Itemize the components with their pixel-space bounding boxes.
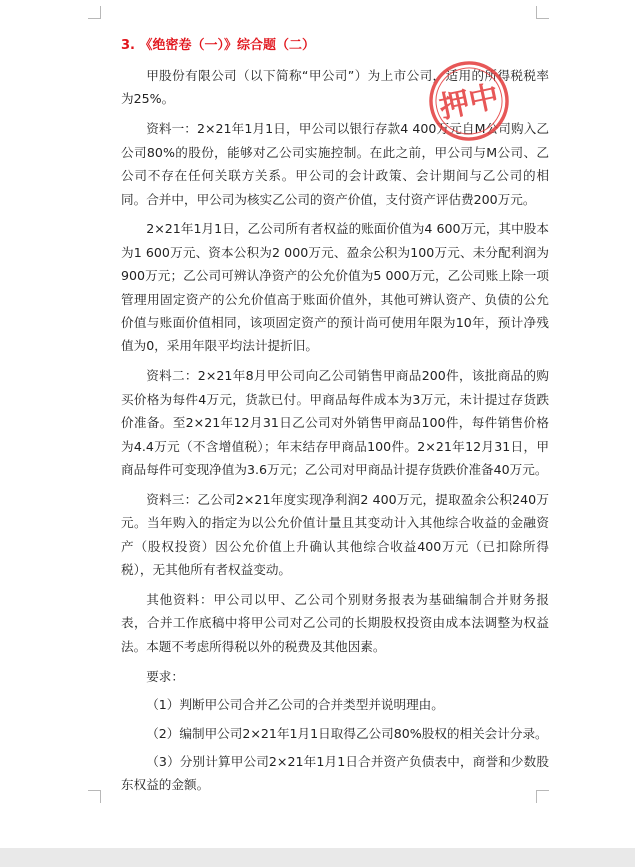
requirement-3: （3）分别计算甲公司2×21年1月1日合并资产负债表中，商誉和少数股东权益的金额。 (121, 753, 549, 793)
paragraph-material-1: 资料一：2×21年1月1日，甲公司以银行存款4 400万元自M公司购入乙公司80%的股份，能够对乙公司实施控制。在此之前，甲公司与M公司、乙公司不存在任何关联方关系。甲公司的会计政策、会计期间与乙公司的相同。合并中，甲公司为核实乙公司的资产价值，支付资产评估费200万元。 (121, 121, 549, 207)
stamp-text: 押中 (436, 79, 503, 126)
page-gap (0, 848, 635, 867)
paragraph-other-info: 其他资料：甲公司以甲、乙公司个别财务报表为基础编制合并财务报表，合并工作底稿中将甲公司对乙公司的长期股权投资由成本法调整为权益法。本题不考虑所得税以外的税费及其他因素。 (121, 592, 549, 654)
page-corner-mark (88, 6, 101, 19)
requirement-2: （2）编制甲公司2×21年1月1日取得乙公司80%股权的相关会计分录。 (146, 725, 548, 741)
requirements-heading: 要求： (146, 668, 184, 684)
page-corner-mark (536, 6, 549, 19)
paragraph-material-2: 资料二：2×21年8月甲公司向乙公司销售甲商品200件，该批商品的购买价格为每件4万元，货款已付。甲商品每件成本为3万元，未计提过存货跌价准备。至2×21年12月31日乙公司对外销售甲商品100件，每件销售价格为4.4万元（不含增值税）；年末结存甲商品100件。2×21年12月31日，甲商品每件可变现净值为3.6万元；乙公司对甲商品计提存货跌价准备40万元。 (121, 368, 549, 477)
question-title: 3. 《绝密卷（一）》综合题（二） (121, 38, 316, 53)
page-corner-mark (88, 790, 101, 803)
stamp-icon (425, 57, 513, 145)
paragraph-intro: 甲股份有限公司（以下简称“甲公司”）为上市公司，适用的所得税税率为25%。 (121, 68, 549, 107)
paragraph-material-3: 资料三：乙公司2×21年度实现净利润2 400万元，提取盈余公积240万元。当年购入的指定为以公允价值计量且其变动计入其他综合收益的金融资产（股权投资）因公允价值上升确认其他综合收益400万元（已扣除所得税），无其他所有者权益变动。 (121, 491, 549, 578)
paragraph-equity-details: 2×21年1月1日，乙公司所有者权益的账面价值为4 600万元，其中股本为1 600万元、资本公积为2 000万元、盈余公积为100万元、未分配利润为900万元；乙公司可辨认净资产的公允价值为5 000万元，乙公司账上除一项管理用固定资产的公允价值高于账面价值外，其他可辨认资产、负债的公允价值与账面价值相同，该项固定资产的预计尚可使用年限为10年，预计净残值为0，采用年限平均法计提折旧。 (121, 221, 549, 354)
document-body (121, 36, 549, 802)
requirement-1: （1）判断甲公司合并乙公司的合并类型并说明理由。 (146, 697, 444, 713)
